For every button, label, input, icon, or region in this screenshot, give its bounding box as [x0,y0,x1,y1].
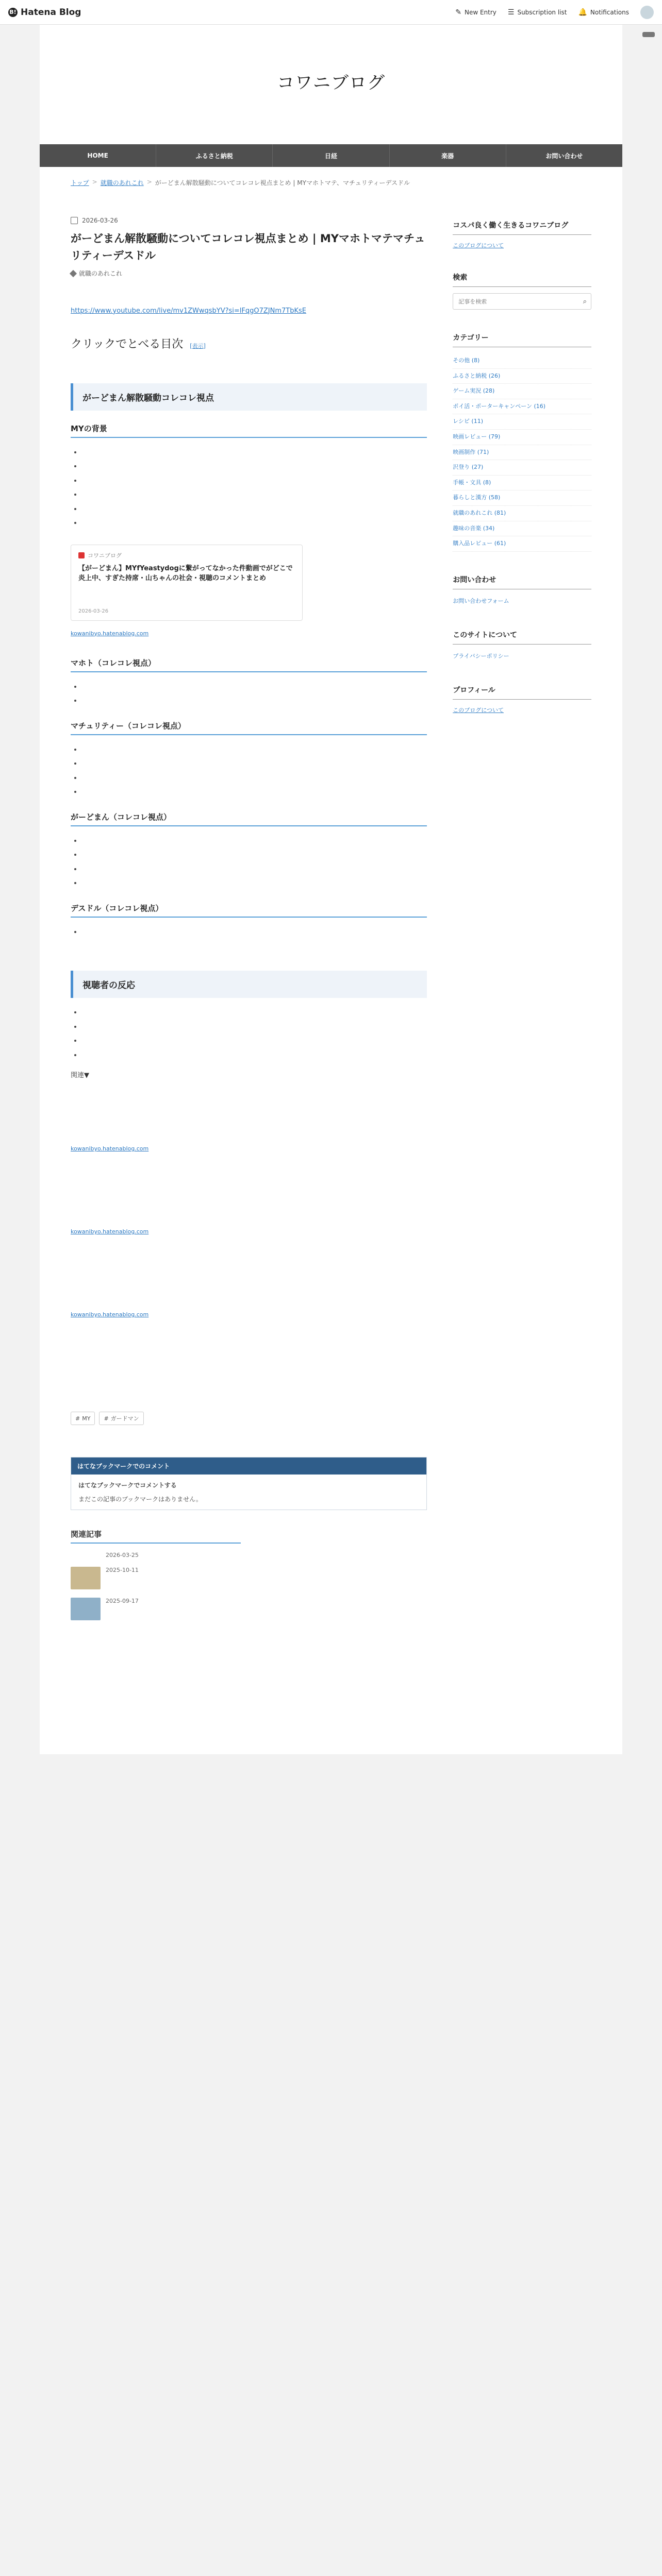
youtube-link[interactable]: https://www.youtube.com/live/mv1ZWwqsbYV?si=lFqgO7ZJNm7TbKsE [71,307,306,315]
post-category[interactable] [71,269,122,278]
tag-guardman[interactable] [99,1412,143,1425]
section-heading-viewers: 視聴者の反応 [71,971,427,998]
category-item[interactable]: 趣味の音楽 (34) [453,521,591,537]
blog-title[interactable]: コワニブログ [277,72,385,93]
search-input[interactable] [457,298,583,306]
category-item[interactable]: レシピ (11) [453,414,591,430]
hatena-brand-text: Hatena Blog [21,7,81,18]
video-embed-placeholder[interactable] [71,1173,427,1228]
post-date-text: 2026-03-26 [82,217,118,224]
blog-wrapper [40,25,622,1754]
toc-title: クリックでとべる目次 [71,337,184,351]
nav-item-nikkei[interactable]: 日経 [273,144,389,167]
list-item [82,771,427,785]
privacy-policy-link[interactable]: プライバシーポリシー [453,652,509,659]
category-item[interactable]: その他 (8) [453,353,591,369]
article [71,187,427,1754]
category-item[interactable]: 購入品レビュー (61) [453,536,591,552]
list-item [82,834,427,848]
list-item [82,473,427,488]
tag-my[interactable] [71,1412,95,1425]
hatena-blog-logo[interactable] [8,7,81,18]
related-post[interactable] [71,1567,380,1589]
subheading-mahoto: マホト（コレコレ視点） [71,657,427,672]
tag-label: ガードマン [110,1415,139,1422]
embed-description [78,587,295,605]
category-item[interactable]: 就職のあれこれ (81) [453,506,591,521]
related-post-date: 2026-03-25 [106,1552,139,1559]
source-link[interactable]: kowanibyo.hatenablog.com [71,630,149,637]
sidebar-search [453,272,591,310]
list-item [82,742,427,757]
related-post-thumbnail[interactable] [71,1598,101,1620]
sidebar-categories [453,332,591,552]
video-embed-placeholder[interactable] [71,1090,427,1145]
list-item [82,445,427,460]
site-favicon-icon [78,552,85,558]
embed-title[interactable]: 【がーどまん】MYfYeastydogに繋がってなかった件動画でがどこで炎上中、すぎた持席・山ちゃんの社会・視聴のコメントまとめ [78,564,293,583]
category-item[interactable]: ポイ活・ポーターキャンペーン (16) [453,399,591,415]
breadcrumb-separator: > [92,178,97,185]
nav-item-contact[interactable]: お問い合わせ [545,152,583,160]
list-item [82,1005,427,1020]
related-post-thumbnail[interactable] [71,1567,101,1589]
list-item [82,876,427,890]
list-item [82,785,427,799]
subscription-list-button[interactable] [508,8,567,16]
list-item [82,1048,427,1062]
sidebar-profile [453,685,591,714]
guardman-points-list [71,834,427,890]
post-date [71,217,427,224]
nav-item-home[interactable]: HOME [40,144,156,167]
contact-form-link[interactable]: お問い合わせフォーム [453,597,509,604]
tag-label: MY [82,1415,91,1422]
sidebar [453,187,591,1754]
list-item [82,459,427,473]
notifications-button[interactable] [578,8,629,16]
new-entry-label: New Entry [464,8,496,16]
blog-card-embed[interactable] [71,545,303,621]
my-points-list [71,445,427,530]
related-link[interactable]: kowanibyo.hatenablog.com [71,1145,149,1153]
related-link[interactable]: kowanibyo.hatenablog.com [71,1311,149,1318]
sidebar-search-title: 検索 [453,272,591,287]
list-item [82,848,427,862]
related-link[interactable]: kowanibyo.hatenablog.com [71,1228,149,1235]
list-item [82,693,427,708]
tag-icon: # [104,1415,109,1422]
mahoto-points-list [71,680,427,708]
related-posts-title: 関連記事 [71,1529,241,1544]
breadcrumb [40,167,622,187]
sidebar-contact [453,574,591,607]
list-item [82,862,427,876]
list-item [82,680,427,694]
subscription-label: Subscription list [517,8,567,16]
new-entry-button[interactable] [455,8,496,16]
category-list [453,353,591,552]
subheading-guardman: がーどまん（コレコレ視点） [71,811,427,826]
blog-header [40,25,622,144]
section-heading-main: がーどまん解散騒動コレコレ視点 [71,383,427,411]
readers-button[interactable] [642,32,655,37]
tag-icon [70,270,77,277]
hatena-global-bar [0,0,662,25]
category-item[interactable]: 手帳・文具 (8) [453,476,591,491]
breadcrumb-top[interactable]: トップ [71,179,89,187]
bell-icon: 🔔 [578,8,587,16]
calendar-icon [71,217,78,224]
search-box [453,293,591,310]
tag-icon: # [75,1415,80,1422]
nav-item-furusato[interactable]: ふるさと納税 [156,144,273,167]
list-item [82,502,427,516]
user-avatar[interactable] [640,6,654,19]
embed-date: 2026-03-26 [78,608,109,614]
bookmark-comments [71,1457,427,1510]
nav-item-instruments[interactable]: 楽器 [390,144,506,167]
related-label: 関連▼ [71,1072,89,1080]
desdol-points-list [71,925,427,939]
bookmark-comment-cta[interactable]: はてなブックマークでコメントする [78,1482,177,1489]
video-embed-placeholder[interactable] [71,1256,427,1311]
bookmark-comments-empty: まだこの記事のブックマークはありません。 [78,1496,202,1503]
global-nav [40,144,622,167]
sidebar-site-title: このサイトについて [453,630,591,645]
list-item [82,516,427,530]
hatena-logo-icon: B! [8,8,18,17]
post-category-label: 就職のあれこれ [79,270,123,278]
category-item[interactable]: 映画レビュー (79) [453,430,591,445]
viewer-points-list [71,1005,427,1062]
list-icon: ☰ [507,8,515,16]
sidebar-categories-title: カテゴリー [453,332,591,347]
sidebar-contact-title: お問い合わせ [453,574,591,589]
sidebar-about-title: コスパ良く働く生きるコワニブログ [453,220,591,235]
subheading-my: MYの背景 [71,423,427,438]
category-item[interactable]: ふるさと納税 (26) [453,369,591,384]
subheading-maturity: マチュリティー（コレコレ視点） [71,720,427,735]
category-item[interactable]: 暮らしと漢方 (58) [453,490,591,506]
list-item [82,756,427,771]
sidebar-profile-title: プロフィール [453,685,591,700]
related-post-date: 2025-10-11 [106,1567,139,1574]
post-title[interactable]: がーどまん解散騒動についてコレコレ視点まとめ | MYマホトマテマチュリティーデスドル [71,232,425,262]
category-item[interactable]: ゲーム実況 (28) [453,384,591,399]
maturity-points-list [71,742,427,799]
list-item [82,487,427,502]
tag-list [71,1412,427,1425]
search-icon[interactable]: ⌕ [583,297,587,306]
embed-site-name: コワニブログ [88,552,122,559]
sidebar-about-link[interactable]: このブログについて [453,242,504,249]
related-post[interactable] [71,1598,380,1620]
related-post-date: 2025-09-17 [106,1598,139,1605]
list-item [82,1033,427,1048]
notifications-label: Notifications [590,8,629,16]
breadcrumb-separator: > [146,178,152,185]
toc-heading [71,335,427,351]
related-post[interactable] [71,1552,380,1558]
sidebar-profile-link[interactable]: このブログについて [453,706,504,714]
breadcrumb-category[interactable]: 就職のあれこれ [100,179,144,187]
sidebar-site [453,630,591,662]
list-item [82,1020,427,1034]
toc-toggle[interactable]: [表示] [190,342,206,349]
category-item[interactable]: 沢登り (27) [453,460,591,476]
sidebar-about [453,220,591,249]
breadcrumb-current: がーどまん解散騒動についてコレコレ視点まとめ | MYマホトマテ、マチュリティーデスドル [155,179,410,187]
video-embed-placeholder[interactable] [71,1338,427,1394]
list-item [82,925,427,939]
bookmark-comments-header: はてなブックマークでのコメント [71,1458,426,1475]
category-item[interactable]: 映画制作 (71) [453,445,591,461]
pencil-icon: ✎ [455,8,461,16]
subheading-desdol: デスドル（コレコレ視点） [71,903,427,918]
